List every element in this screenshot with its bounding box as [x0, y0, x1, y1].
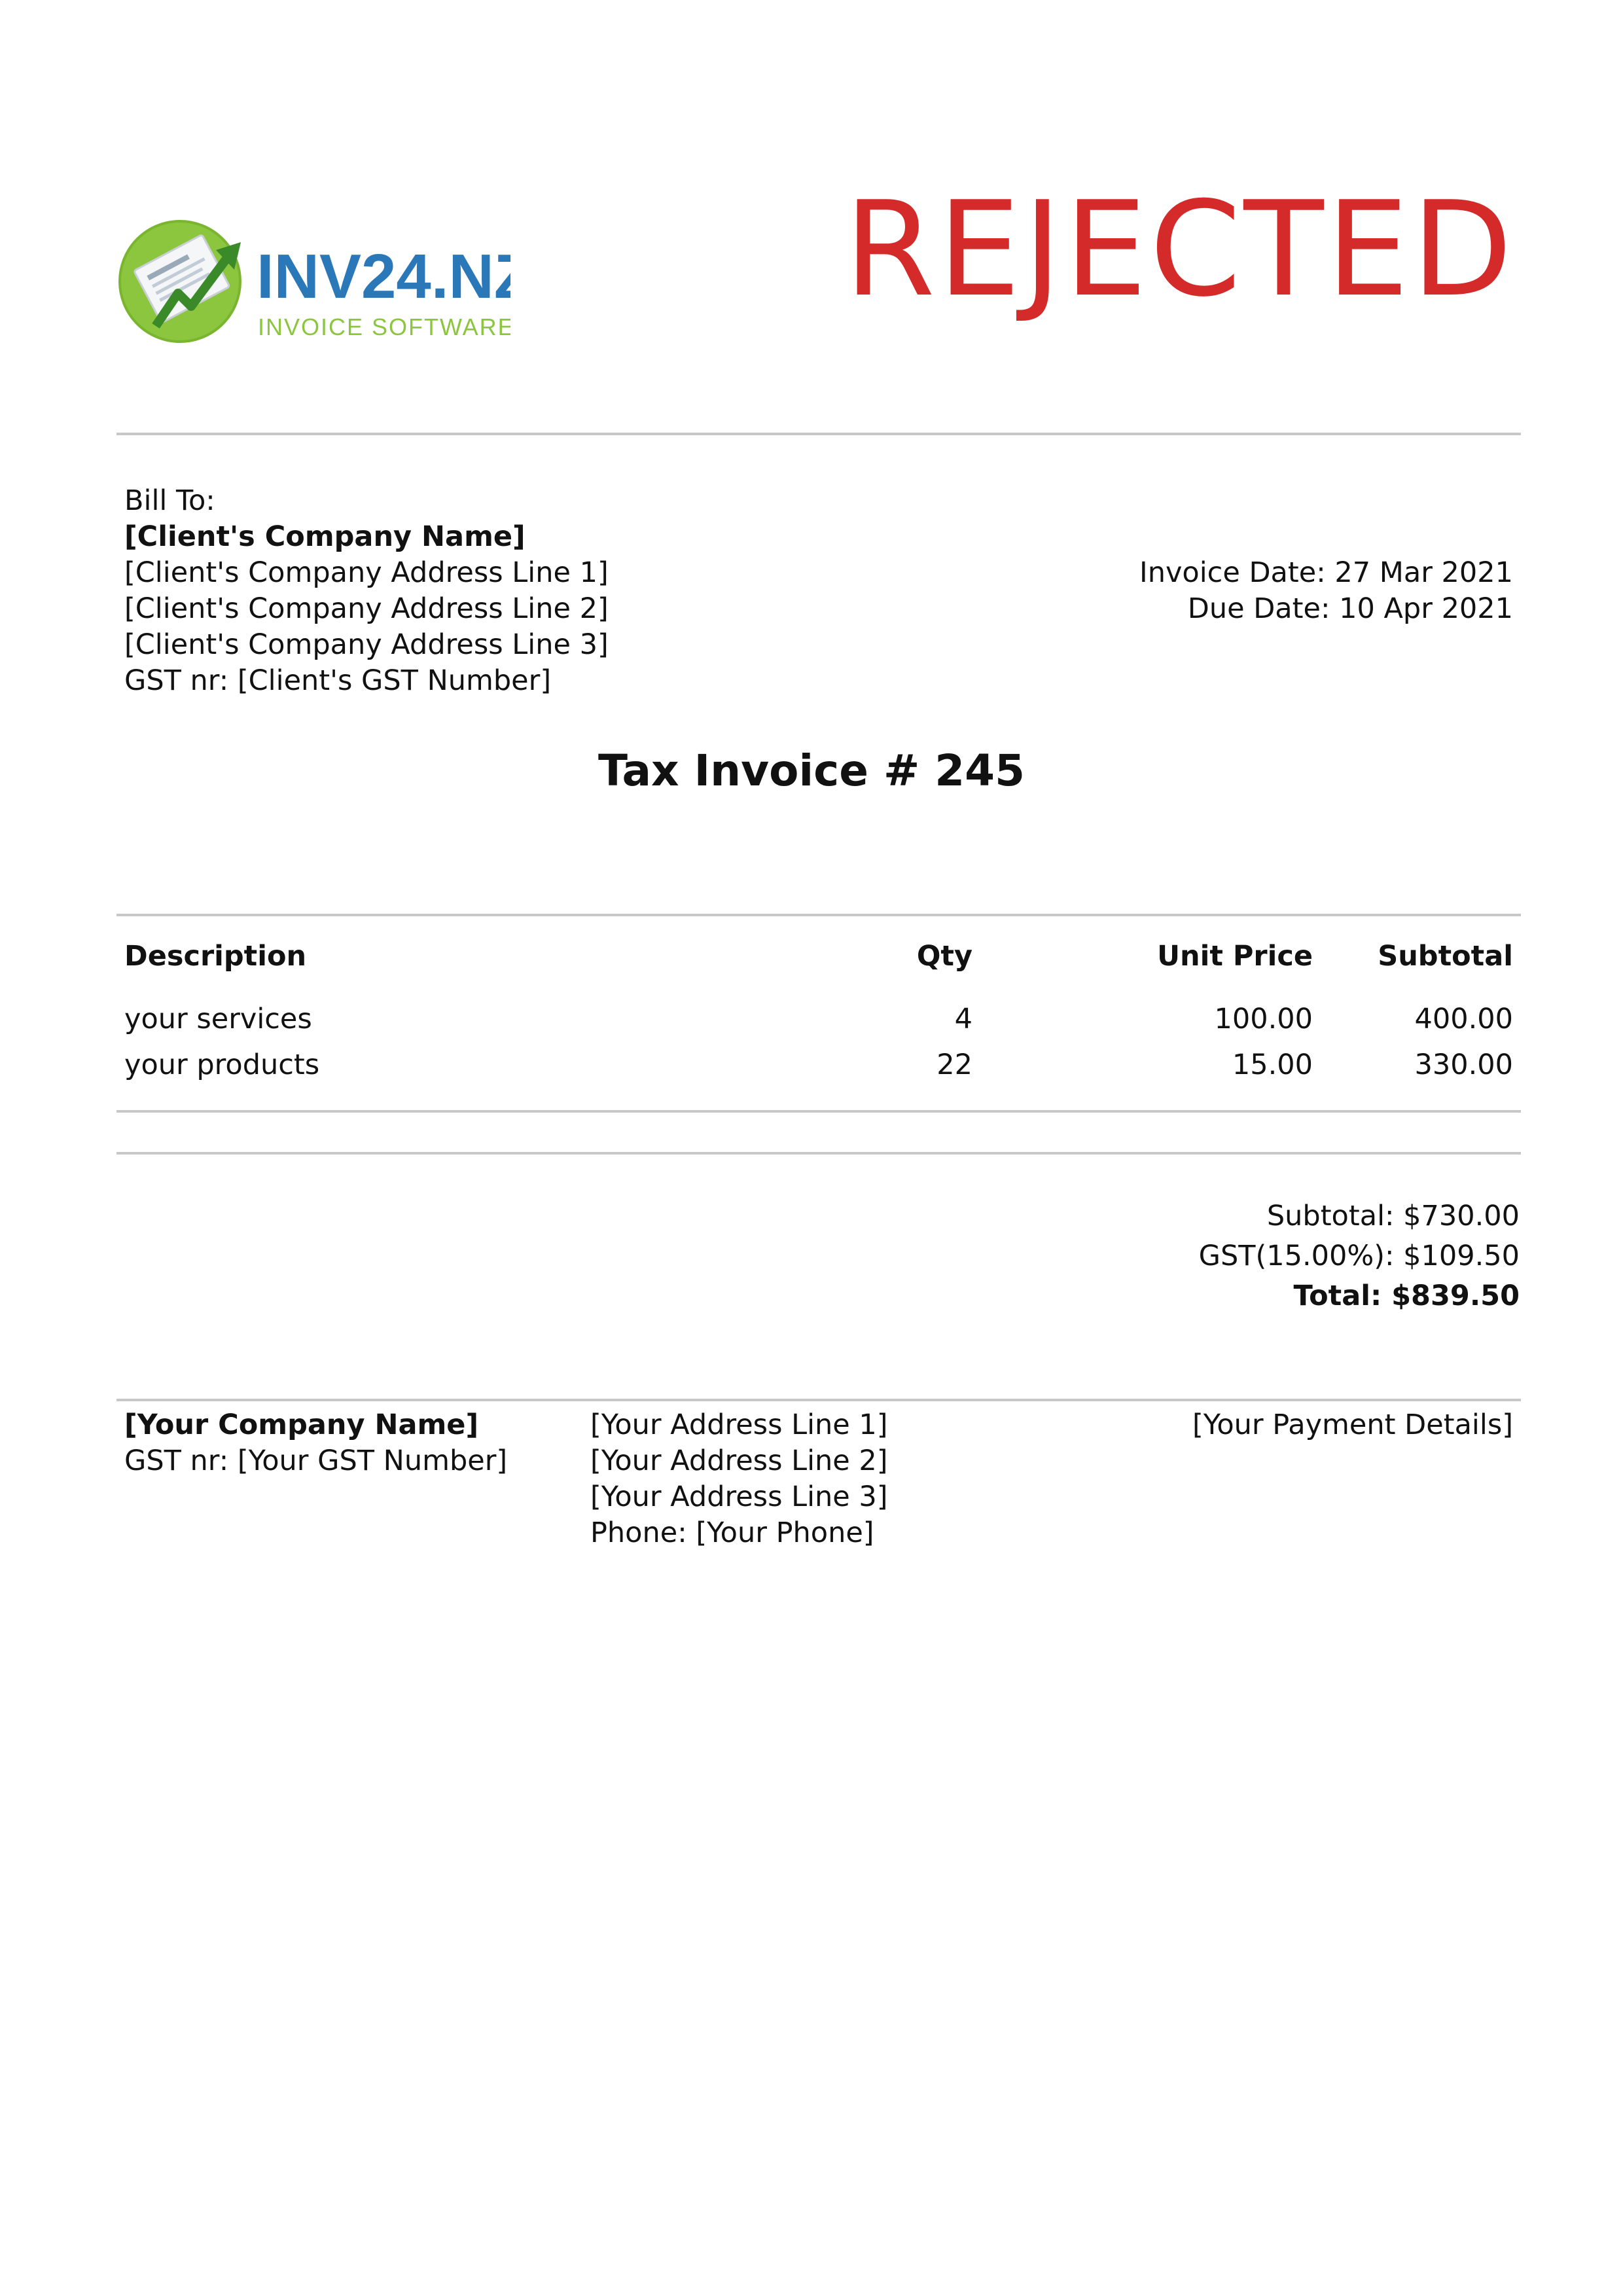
your-gst-number: GST nr: [Your GST Number] — [124, 1444, 508, 1477]
table-row — [124, 996, 1513, 1042]
due-date: Due Date: 10 Apr 2021 — [1187, 592, 1513, 625]
item-qty: 4 — [954, 1003, 972, 1035]
client-address-line-1: [Client's Company Address Line 1] — [124, 556, 609, 589]
invoice-title: Tax Invoice # 245 — [597, 745, 1026, 796]
totals-gst: GST(15.00%): $109.50 — [1198, 1240, 1520, 1272]
your-address-line-1: [Your Address Line 1] — [590, 1408, 888, 1441]
logo-wordmark: INV24.NZ — [257, 242, 510, 312]
totals-subtotal: Subtotal: $730.00 — [1266, 1200, 1520, 1232]
your-company-name: [Your Company Name] — [124, 1408, 479, 1441]
item-description: your products — [124, 1049, 320, 1081]
your-address-line-2: [Your Address Line 2] — [590, 1444, 888, 1477]
item-subtotal: 330.00 — [1414, 1049, 1513, 1081]
logo-tagline: INVOICE SOFTWARE — [258, 314, 510, 340]
divider — [116, 1399, 1521, 1401]
footer-company-block — [124, 1407, 507, 1479]
footer-address-block — [590, 1407, 888, 1551]
client-gst-number: GST nr: [Client's GST Number] — [124, 664, 552, 697]
item-qty: 22 — [936, 1049, 972, 1081]
item-subtotal: 400.00 — [1414, 1003, 1513, 1035]
company-logo — [118, 216, 510, 347]
totals-block — [982, 1196, 1520, 1316]
table-row — [124, 1042, 1513, 1088]
column-header-subtotal: Subtotal — [1378, 940, 1513, 973]
item-unit-price: 100.00 — [1214, 1003, 1313, 1035]
column-header-qty: Qty — [916, 940, 972, 973]
bill-to-block — [124, 483, 609, 699]
your-phone: Phone: [Your Phone] — [590, 1516, 874, 1549]
divider — [116, 433, 1521, 435]
payment-details: [Your Payment Details] — [1192, 1408, 1513, 1441]
divider — [116, 914, 1521, 916]
bill-to-heading: Bill To: — [124, 484, 215, 517]
your-address-line-3: [Your Address Line 3] — [590, 1480, 888, 1513]
client-company-name: [Client's Company Name] — [124, 520, 526, 553]
divider — [116, 1110, 1521, 1113]
client-address-line-3: [Client's Company Address Line 3] — [124, 628, 609, 661]
invoice-dates — [982, 555, 1513, 627]
status-stamp: REJECTED — [844, 173, 1515, 326]
column-header-description: Description — [124, 940, 307, 973]
line-items-table — [124, 940, 1513, 1088]
client-address-line-2: [Client's Company Address Line 2] — [124, 592, 609, 625]
column-header-unit-price: Unit Price — [1157, 940, 1313, 973]
totals-grand-total: Total: $839.50 — [1293, 1280, 1520, 1312]
table-header-row — [124, 940, 1513, 996]
item-unit-price: 15.00 — [1232, 1049, 1313, 1081]
invoice-date: Invoice Date: 27 Mar 2021 — [1139, 556, 1513, 589]
divider — [116, 1152, 1521, 1155]
item-description: your services — [124, 1003, 312, 1035]
